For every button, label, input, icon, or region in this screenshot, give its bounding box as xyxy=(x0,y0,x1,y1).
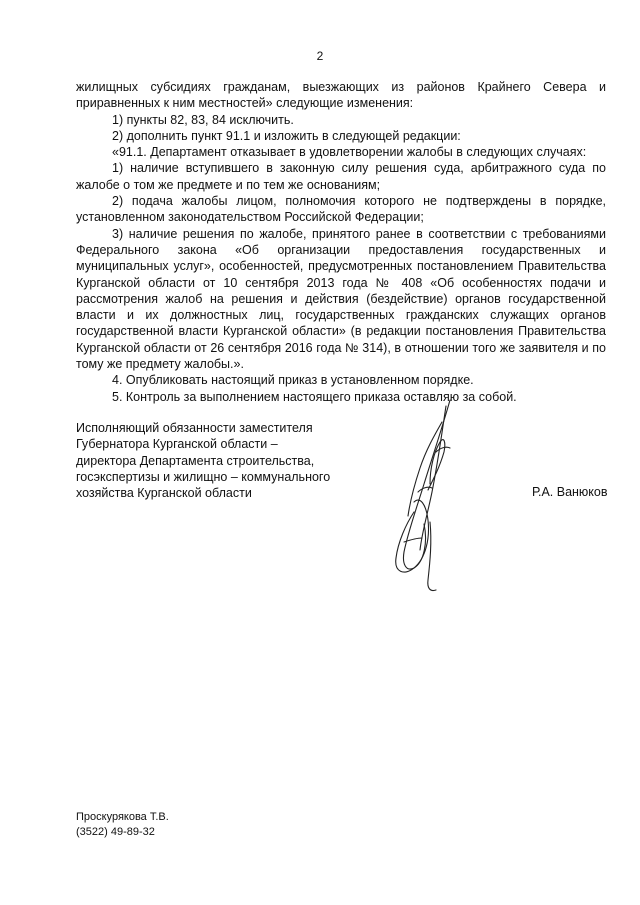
signatory-title-line: Исполняющий обязанности заместителя xyxy=(76,421,313,435)
paragraph-item-2: 2) дополнить пункт 91.1 и изложить в следующей редакции: xyxy=(112,128,461,143)
executor-name: Проскурякова Т.В. xyxy=(76,811,169,823)
paragraph-reason-1: 1) наличие вступившего в законную силу решения суда, арбитражного суда по жалобе о том же предмете и по тем же основаниям; xyxy=(76,161,606,192)
paragraph-91-1: «91.1. Департамент отказывает в удовлетворении жалобы в следующих случаях: xyxy=(112,145,587,160)
paragraph-intro: жилищных субсидиях гражданам, выезжающих из районов Крайнего Севера и приравненных к ним местностей» следующие изменения: xyxy=(76,80,606,111)
paragraph-reason-3: 3) наличие решения по жалобе, принятого ранее в соответствии с требованиями Федерального закона «Об организации предоставления государственных и муниципальных услуг», особенностей, предусмотренных постановлением Правительства Курганской области от 10 сентября 2013 года № 408 «Об особенностях подачи и рассмотрения жалоб на решения и действия (бездействие) органов государственной власти и их должностных лиц, государственных гражданских служащих органов государственной власти Курганской области» (в редакции постановления Правительства Курганской области от 26 сентября 2016 года № 314), в отношении того же заявителя и по тому же предмету жалобы.». xyxy=(76,226,606,372)
executor-info xyxy=(76,810,169,840)
paragraph-item-1: 1) пункты 82, 83, 84 исключить. xyxy=(112,112,294,127)
signatory-title-line: госэкспертизы и жилищно – коммунального xyxy=(76,469,331,484)
executor-phone: (3522) 49-89-32 xyxy=(76,826,155,838)
document-body xyxy=(76,79,606,405)
signatory-title-line: директора Департамента строительства, xyxy=(76,453,315,468)
handwritten-signature xyxy=(384,392,474,597)
page-number: 2 xyxy=(316,49,324,63)
paragraph-reason-2: 2) подача жалобы лицом, полномочия которого не подтверждены в порядке, установленном законодательством Российской Федерации; xyxy=(76,194,606,225)
signatory-title-line: Губернатора Курганской области – xyxy=(76,437,278,452)
signatory-name: Р.А. Ванюков xyxy=(532,485,608,499)
signatory-title-line: хозяйства Курганской области xyxy=(76,486,252,501)
paragraph-point-4: 4. Опубликовать настоящий приказ в установленном порядке. xyxy=(112,373,474,388)
paragraph-point-5: 5. Контроль за выполнением настоящего приказа оставляю за собой. xyxy=(112,389,517,404)
signatory-title xyxy=(76,420,366,501)
